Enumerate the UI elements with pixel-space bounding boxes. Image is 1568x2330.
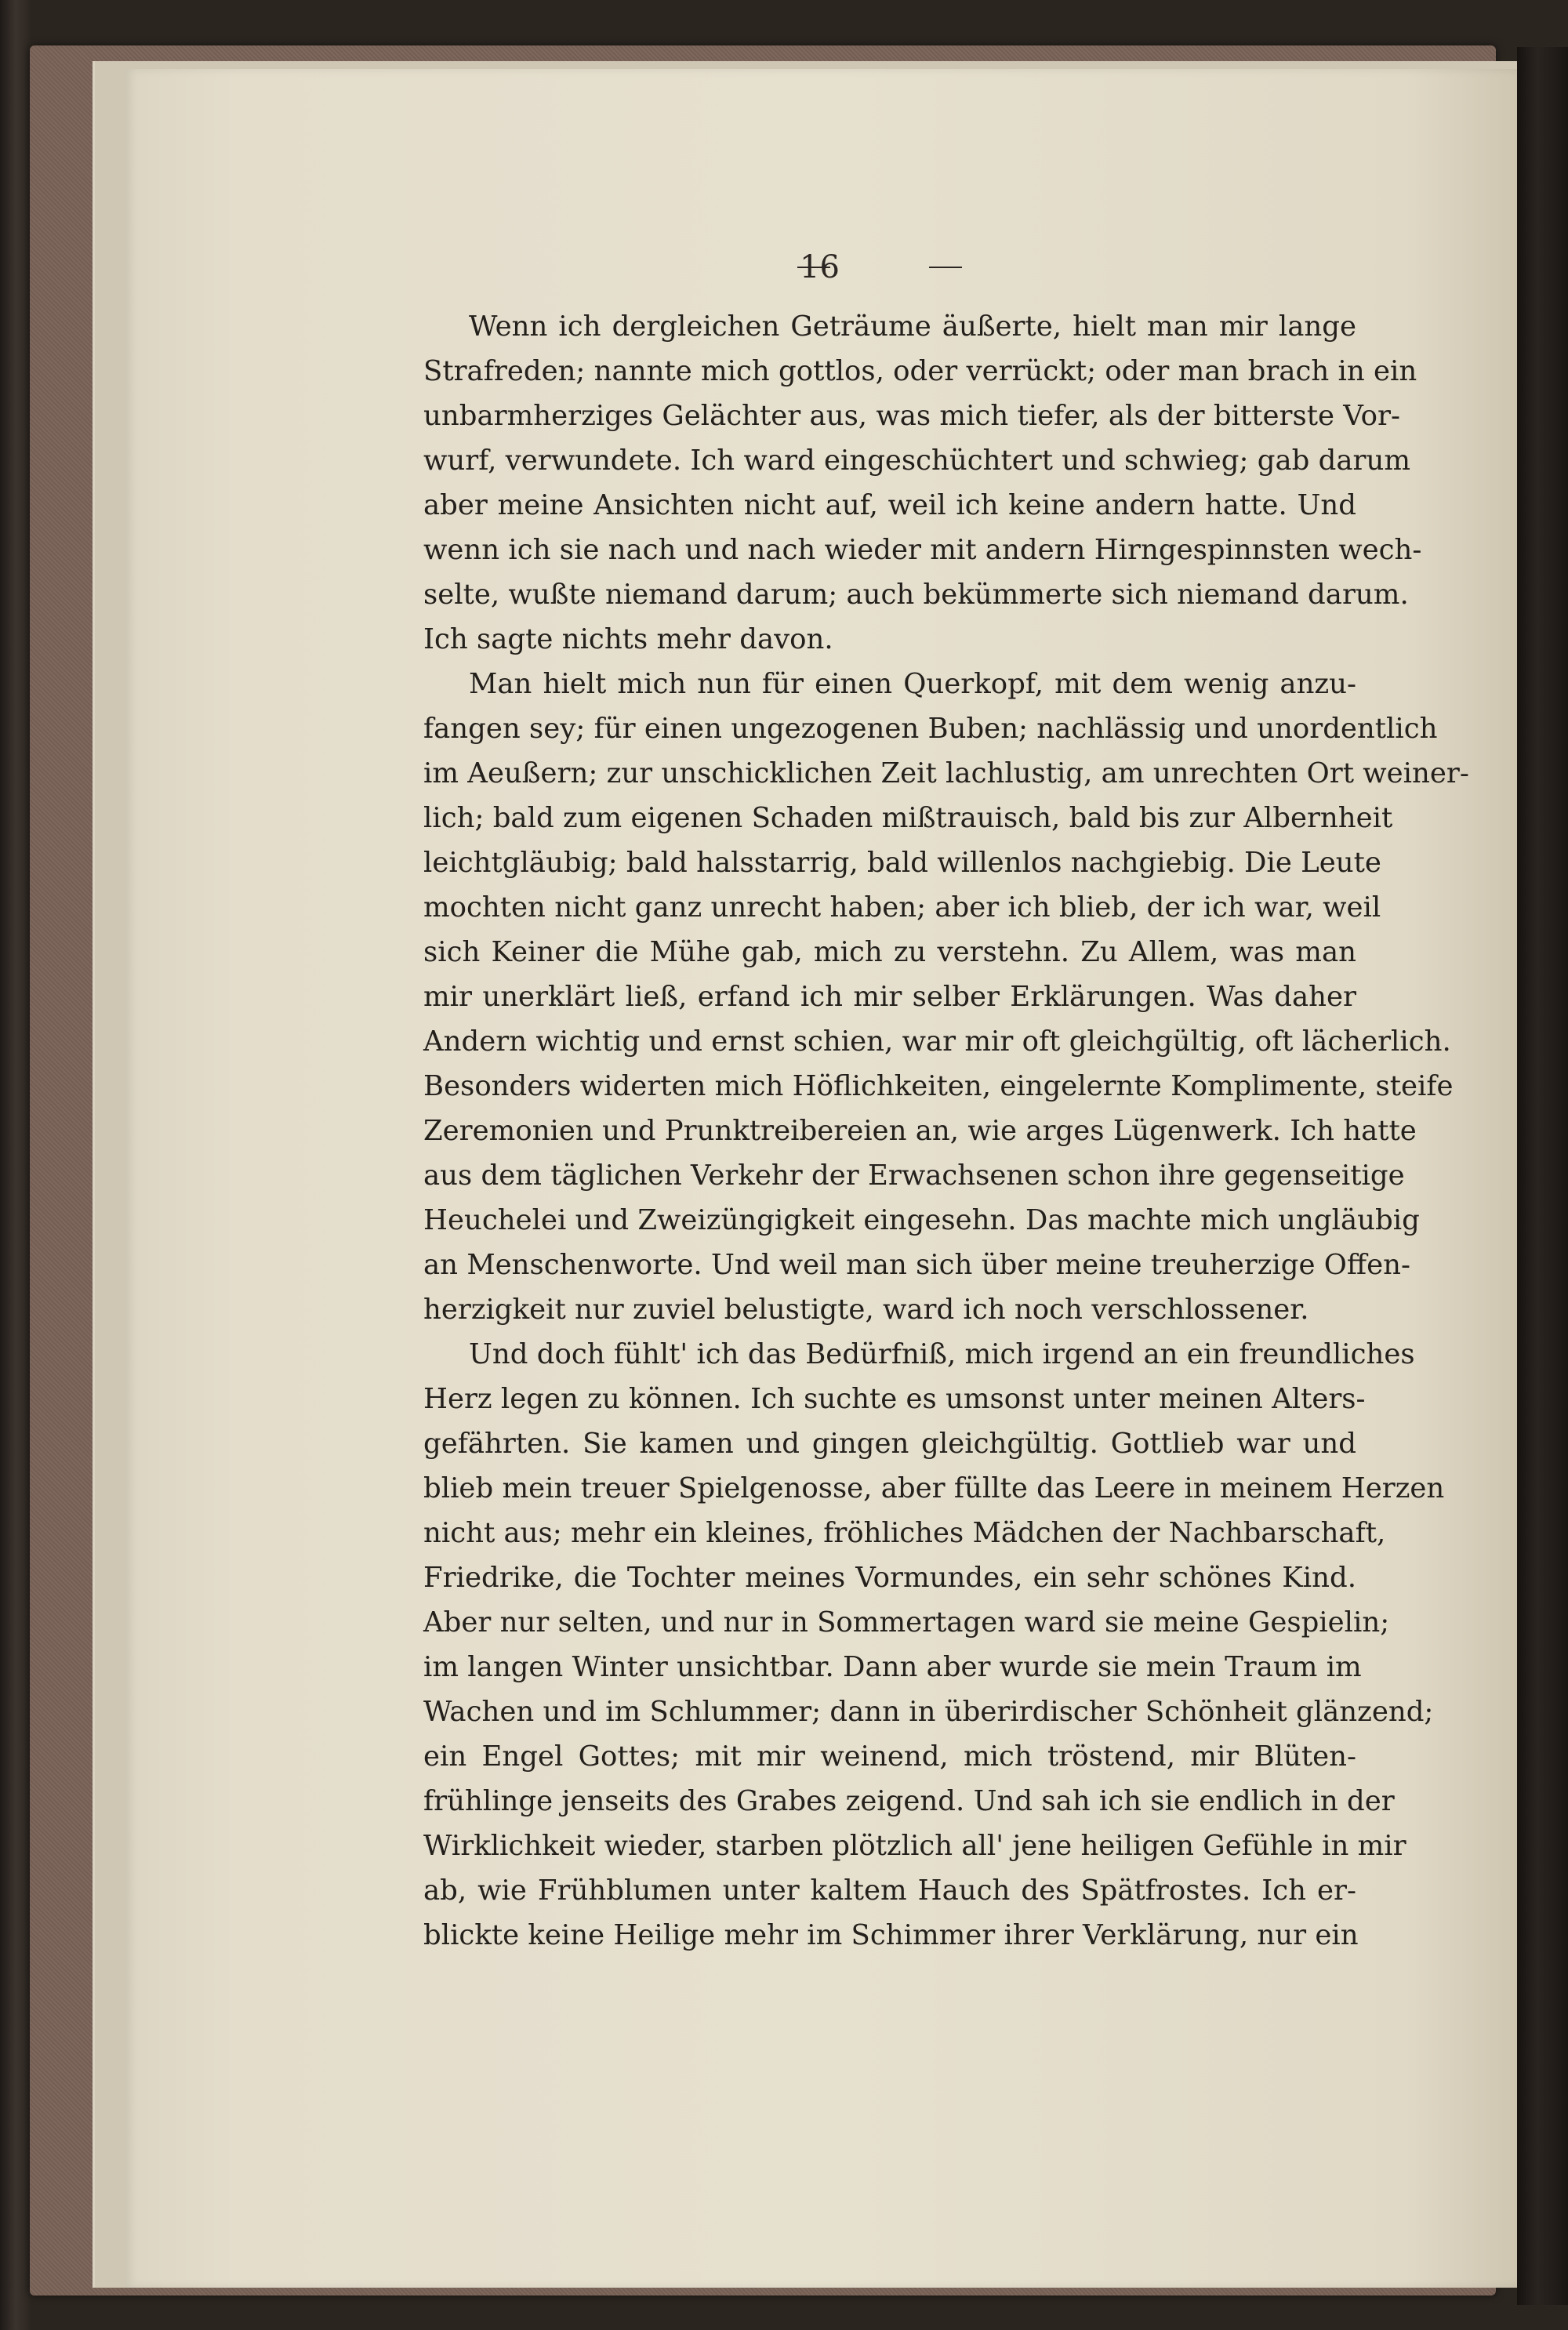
text-line: blickte keine Heilige mehr im Schimmer ihrer Verklärung, nur ein xyxy=(423,1919,1359,1951)
text-line: sich Keiner die Mühe gab, mich zu verstehn. Zu Allem, was man xyxy=(423,936,1356,968)
text-line: Ich sagte nichts mehr davon. xyxy=(423,623,833,655)
text-line: Und doch fühlt' ich das Bedürfniß, mich irgend an ein freundliches xyxy=(469,1338,1415,1370)
text-line: nicht aus; mehr ein kleines, fröhliches Mädchen der Nachbarschaft, xyxy=(423,1517,1386,1549)
text-line: fangen sey; für einen ungezogenen Buben; nachlässig und unordentlich xyxy=(423,713,1438,745)
text-line: wenn ich sie nach und nach wieder mit andern Hirngespinnsten wech- xyxy=(423,534,1422,566)
text-line: Andern wichtig und ernst schien, war mir oft gleichgültig, oft lächerlich. xyxy=(423,1025,1451,1058)
text-line: selte, wußte niemand darum; auch bekümmerte sich niemand darum. xyxy=(423,579,1409,611)
text-line: unbarmherziges Gelächter aus, was mich tiefer, als der bitterste Vor- xyxy=(423,400,1400,432)
text-line: aus dem täglichen Verkehr der Erwachsenen schon ihre gegenseitige xyxy=(423,1160,1405,1192)
text-line: frühlinge jenseits des Grabes zeigend. Und sah ich sie endlich in der xyxy=(423,1785,1395,1817)
text-line: Friedrike, die Tochter meines Vormundes, ein sehr schönes Kind. xyxy=(423,1562,1356,1594)
body-text xyxy=(423,304,1469,1958)
text-line: Aber nur selten, und nur in Sommertagen ward sie meine Gespielin; xyxy=(423,1606,1390,1639)
text-line: Besonders widerten mich Höflichkeiten, eingelernte Komplimente, steife xyxy=(423,1070,1454,1102)
text-line: leichtgläubig; bald halsstarrig, bald willenlos nachgiebig. Die Leute xyxy=(423,847,1381,879)
text-line: Heuchelei und Zweizüngigkeit eingesehn. Das machte mich ungläubig xyxy=(423,1204,1420,1236)
text-line: Wachen und im Schlummer; dann in überirdischer Schönheit glänzend; xyxy=(423,1696,1434,1728)
text-line: an Menschenworte. Und weil man sich über meine treuherzige Offen- xyxy=(423,1249,1410,1281)
text-line: aber meine Ansichten nicht auf, weil ich keine andern hatte. Und xyxy=(423,489,1356,521)
page-number-dash-right xyxy=(929,267,962,268)
text-line: gefährten. Sie kamen und gingen gleichgültig. Gottlieb war und xyxy=(423,1428,1356,1460)
text-line: Wenn ich dergleichen Geträume äußerte, hielt man mir lange xyxy=(469,310,1356,343)
facing-page-edge xyxy=(1517,47,1568,2305)
text-line: Strafreden; nannte mich gottlos, oder verrückt; oder man brach in ein xyxy=(423,355,1417,387)
text-line: Wirklichkeit wieder, starben plötzlich all' jene heiligen Gefühle in mir xyxy=(423,1830,1406,1862)
text-line: herzigkeit nur zuviel belustigte, ward ich noch verschlossener. xyxy=(423,1294,1309,1326)
text-line: ein Engel Gottes; mit mir weinend, mich tröstend, mir Blüten- xyxy=(423,1740,1356,1773)
page-number: 16 xyxy=(800,249,840,285)
text-line: Herz legen zu können. Ich suchte es umsonst unter meinen Alters- xyxy=(423,1383,1366,1415)
text-line: ab, wie Frühblumen unter kaltem Hauch des Spätfrostes. Ich er- xyxy=(423,1875,1356,1907)
text-line: im langen Winter unsichtbar. Dann aber wurde sie mein Traum im xyxy=(423,1651,1362,1683)
text-line: wurf, verwundete. Ich ward eingeschüchtert und schwieg; gab darum xyxy=(423,445,1411,477)
text-line: blieb mein treuer Spielgenosse, aber füllte das Leere in meinem Herzen xyxy=(423,1472,1445,1504)
text-line: Man hielt mich nun für einen Querkopf, mit dem wenig anzu- xyxy=(469,668,1356,700)
text-line: Zeremonien und Prunktreibereien an, wie arges Lügenwerk. Ich hatte xyxy=(423,1115,1417,1147)
text-line: im Aeußern; zur unschicklichen Zeit lachlustig, am unrechten Ort weiner- xyxy=(423,757,1469,789)
text-line: mochten nicht ganz unrecht haben; aber ich blieb, der ich war, weil xyxy=(423,891,1381,924)
text-line: mir unerklärt ließ, erfand ich mir selber Erklärungen. Was daher xyxy=(423,981,1356,1013)
text-line: lich; bald zum eigenen Schaden mißtrauisch, bald bis zur Albernheit xyxy=(423,802,1393,834)
